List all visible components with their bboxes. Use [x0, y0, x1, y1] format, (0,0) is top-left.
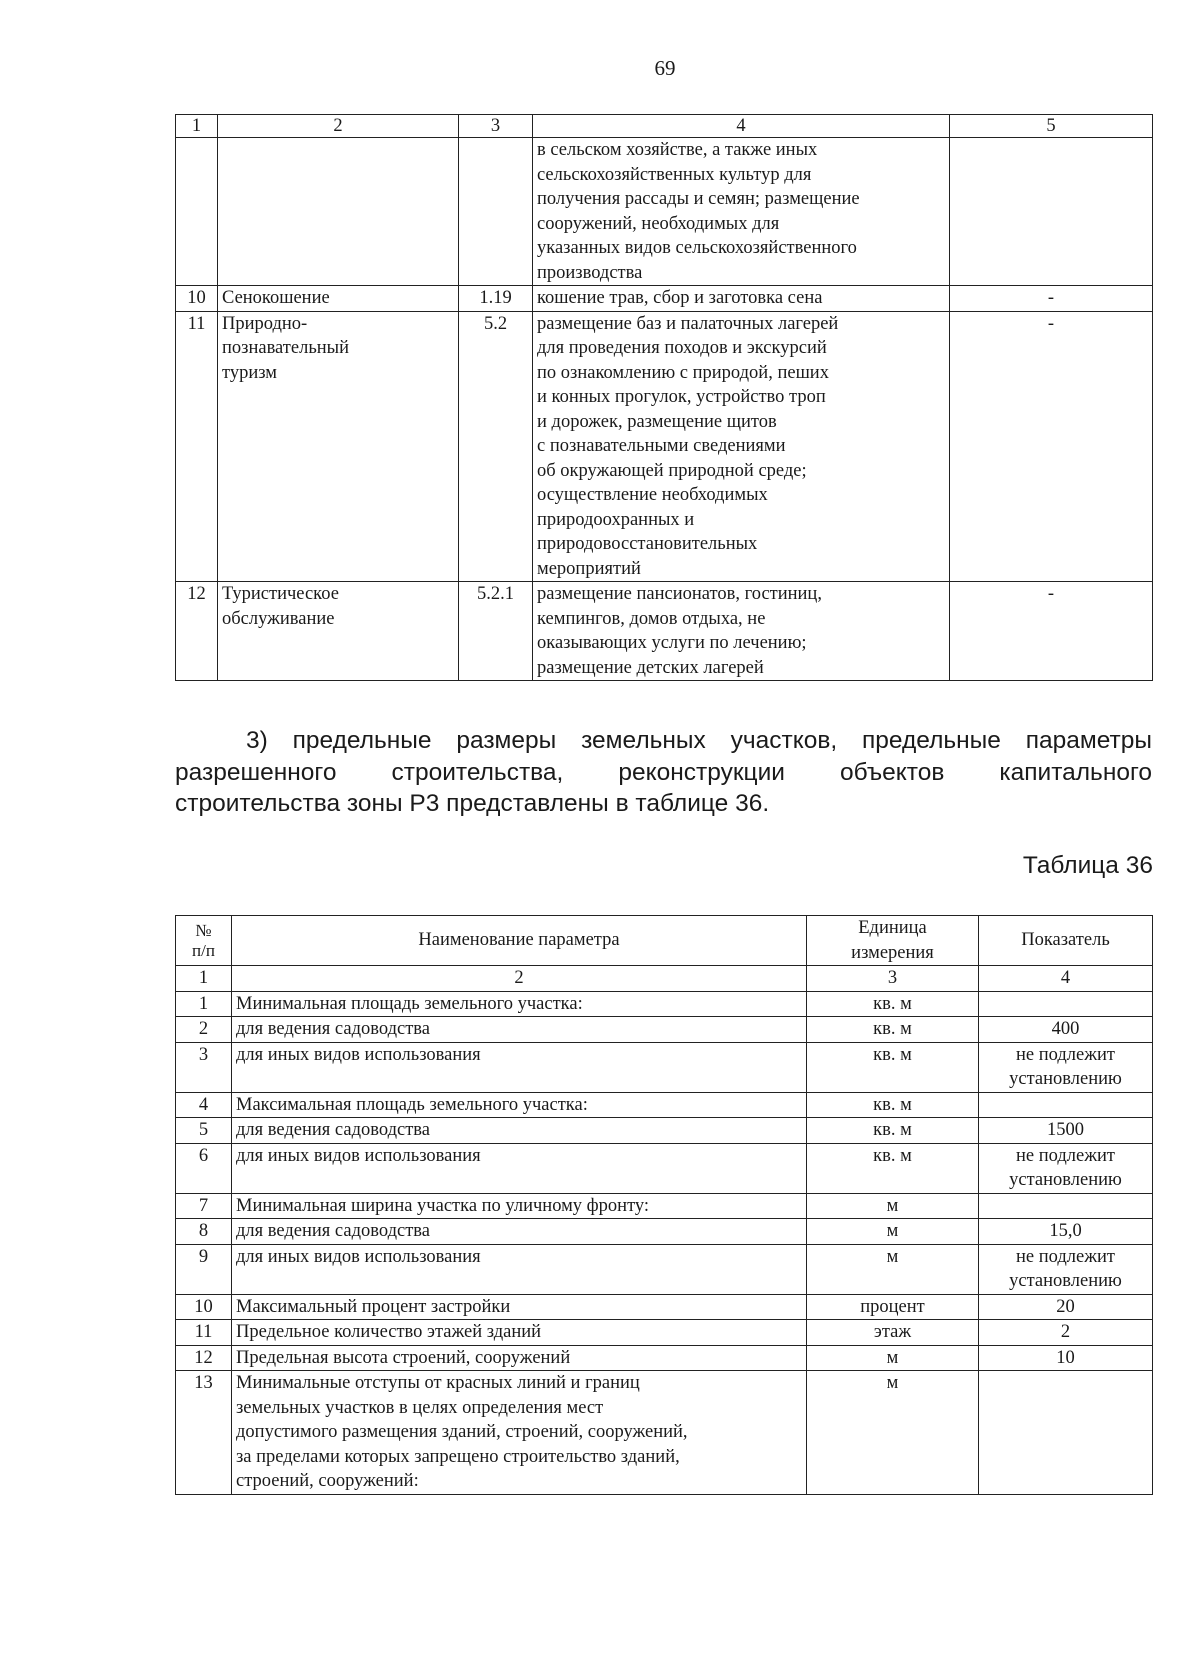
land-use-code: 5.2.1	[459, 582, 533, 681]
row-number: 9	[176, 1244, 232, 1294]
paragraph-line: строительства зоны Р3 представлены в таблице 36.	[175, 790, 770, 817]
land-use-table-continued	[175, 114, 1153, 681]
parameter-name: для иных видов использования	[232, 1143, 807, 1193]
row-number: 10	[176, 1294, 232, 1320]
table-row	[176, 1294, 1153, 1320]
column-number-header: 2	[218, 115, 459, 138]
parameter-unit: кв. м	[807, 1092, 979, 1118]
parameters-table-36	[175, 915, 1153, 1495]
parameter-value: 20	[979, 1294, 1153, 1320]
header-parameter-name: Наименование параметра	[232, 916, 807, 966]
row-number: 10	[176, 286, 218, 312]
row-number: 12	[176, 582, 218, 681]
parameter-unit: м	[807, 1244, 979, 1294]
parameter-name: Предельная высота строений, сооружений	[232, 1345, 807, 1371]
table-row	[176, 311, 1153, 582]
table-header-row	[176, 916, 1153, 966]
row-number: 7	[176, 1193, 232, 1219]
table-row	[176, 1193, 1153, 1219]
row-number: 12	[176, 1345, 232, 1371]
parameter-name: Минимальная площадь земельного участка:	[232, 991, 807, 1017]
land-use-description: в сельском хозяйстве, а также иных сельскохозяйственных культур для получения рассады и семян; размещение сооружений, необходимых для указанных видов сельскохозяйственного производства	[533, 138, 950, 286]
header-value: Показатель	[979, 916, 1153, 966]
parameter-unit: м	[807, 1219, 979, 1245]
row-number: 11	[176, 1320, 232, 1346]
parameter-value: 400	[979, 1017, 1153, 1043]
parameter-name: Максимальная площадь земельного участка:	[232, 1092, 807, 1118]
land-use-name	[218, 138, 459, 286]
parameter-value: 15,0	[979, 1219, 1153, 1245]
header-unit: Единица измерения	[807, 916, 979, 966]
table-row	[176, 138, 1153, 286]
parameter-value: 2	[979, 1320, 1153, 1346]
row-number: 11	[176, 311, 218, 582]
table-row	[176, 1143, 1153, 1193]
parameter-name: для иных видов использования	[232, 1042, 807, 1092]
parameter-value: не подлежит установлению	[979, 1042, 1153, 1092]
parameter-name: для ведения садоводства	[232, 1017, 807, 1043]
land-use-code	[459, 138, 533, 286]
header-number: № п/п	[176, 916, 232, 966]
parameter-value	[979, 1193, 1153, 1219]
parameter-name: для ведения садоводства	[232, 1219, 807, 1245]
table-row	[176, 1320, 1153, 1346]
table-caption: Таблица 36	[1022, 852, 1153, 879]
parameter-value: 10	[979, 1345, 1153, 1371]
parameter-value	[979, 991, 1153, 1017]
parameter-value: не подлежит установлению	[979, 1244, 1153, 1294]
table-row	[176, 286, 1153, 312]
table-row	[176, 582, 1153, 681]
table-header-row	[176, 115, 1153, 138]
table-row	[176, 1042, 1153, 1092]
parameter-unit: кв. м	[807, 1042, 979, 1092]
parameter-name: Минимальные отступы от красных линий и границ земельных участков в целях определения мест допустимого размещения зданий, строений, сооружений, за пределами которых запрещено строительство зданий, строений, сооружений:	[232, 1371, 807, 1495]
parameter-name: Предельное количество этажей зданий	[232, 1320, 807, 1346]
land-use-code: 1.19	[459, 286, 533, 312]
parameter-value: 1500	[979, 1118, 1153, 1144]
land-use-name: Природно- познавательный туризм	[218, 311, 459, 582]
parameter-name: Максимальный процент застройки	[232, 1294, 807, 1320]
paragraph-line: разрешенного строительства, реконструкции объектов капитального	[175, 758, 1152, 786]
parameter-unit: этаж	[807, 1320, 979, 1346]
column-number: 4	[979, 966, 1153, 992]
table-row	[176, 1244, 1153, 1294]
body-paragraph	[175, 725, 1152, 820]
parameter-name: для иных видов использования	[232, 1244, 807, 1294]
land-use-description: размещение пансионатов, гостиниц, кемпингов, домов отдыха, не оказывающих услуги по лечению; размещение детских лагерей	[533, 582, 950, 681]
table-row	[176, 1345, 1153, 1371]
land-use-note: -	[950, 286, 1153, 312]
parameter-unit: кв. м	[807, 1143, 979, 1193]
parameter-name: Минимальная ширина участка по уличному фронту:	[232, 1193, 807, 1219]
land-use-name: Сенокошение	[218, 286, 459, 312]
land-use-note	[950, 138, 1153, 286]
table-row	[176, 1219, 1153, 1245]
row-number: 4	[176, 1092, 232, 1118]
paragraph-line: 3) предельные размеры земельных участков, предельные параметры	[246, 727, 1152, 754]
parameter-unit: м	[807, 1345, 979, 1371]
land-use-description: размещение баз и палаточных лагерей для проведения походов и экскурсий по ознакомлению с природой, пеших и конных прогулок, устройство троп и дорожек, размещение щитов с познавательными сведениями об окружающей природной среде; осуществление необходимых природоохранных и природовосстановительных мероприятий	[533, 311, 950, 582]
land-use-name: Туристическое обслуживание	[218, 582, 459, 681]
column-number: 2	[232, 966, 807, 992]
land-use-note: -	[950, 582, 1153, 681]
row-number: 8	[176, 1219, 232, 1245]
land-use-description: кошение трав, сбор и заготовка сена	[533, 286, 950, 312]
column-number-header: 5	[950, 115, 1153, 138]
table-row	[176, 1092, 1153, 1118]
row-number: 1	[176, 991, 232, 1017]
row-number	[176, 138, 218, 286]
column-numbers-row	[176, 966, 1153, 992]
parameter-unit: м	[807, 1193, 979, 1219]
parameter-unit: кв. м	[807, 1017, 979, 1043]
column-number-header: 3	[459, 115, 533, 138]
row-number: 13	[176, 1371, 232, 1495]
parameter-unit: кв. м	[807, 991, 979, 1017]
table-row	[176, 1371, 1153, 1495]
page-number: 69	[654, 56, 676, 80]
parameter-unit: процент	[807, 1294, 979, 1320]
parameter-name: для ведения садоводства	[232, 1118, 807, 1144]
column-number: 1	[176, 966, 232, 992]
column-number: 3	[807, 966, 979, 992]
parameter-value	[979, 1371, 1153, 1495]
column-number-header: 4	[533, 115, 950, 138]
row-number: 6	[176, 1143, 232, 1193]
table-row	[176, 1118, 1153, 1144]
row-number: 2	[176, 1017, 232, 1043]
column-number-header: 1	[176, 115, 218, 138]
parameter-unit: кв. м	[807, 1118, 979, 1144]
table-row	[176, 991, 1153, 1017]
parameter-value: не подлежит установлению	[979, 1143, 1153, 1193]
table-row	[176, 1017, 1153, 1043]
row-number: 3	[176, 1042, 232, 1092]
land-use-code: 5.2	[459, 311, 533, 582]
land-use-note: -	[950, 311, 1153, 582]
parameter-value	[979, 1092, 1153, 1118]
parameter-unit: м	[807, 1371, 979, 1495]
row-number: 5	[176, 1118, 232, 1144]
